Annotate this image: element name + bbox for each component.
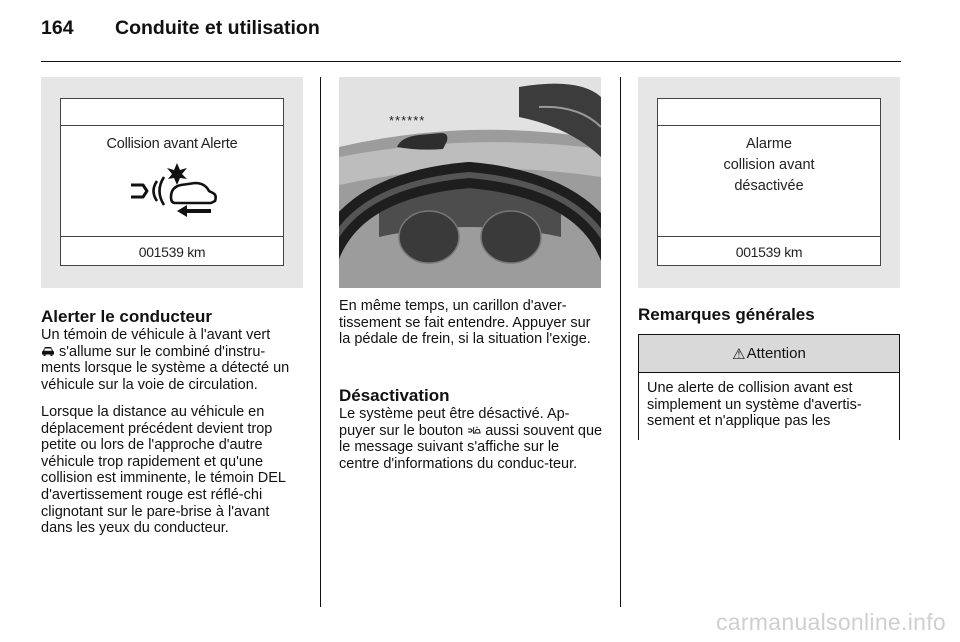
watermark: carmanualsonline.info xyxy=(715,609,946,635)
paragraph-alerter-1 xyxy=(41,327,303,393)
attention-header xyxy=(639,335,899,373)
heading-alerter: Alerter le conducteur xyxy=(41,307,212,326)
figure-alarm-disabled xyxy=(638,77,900,288)
para-text: Un témoin de véhicule à l'avant vert xyxy=(41,327,271,343)
attention-box xyxy=(638,334,900,440)
windshield-led-marks: ****** xyxy=(389,113,426,128)
page-number: 164 xyxy=(41,17,74,39)
collision-alert-button-icon xyxy=(467,424,481,435)
dic-screen-disabled xyxy=(657,98,881,266)
header-rule xyxy=(41,61,901,62)
alert-title: Collision avant Alerte xyxy=(106,136,238,152)
section-title: Conduite et utilisation xyxy=(115,17,320,39)
dic-screen xyxy=(60,98,284,266)
forward-collision-alert-icon xyxy=(125,161,225,219)
paragraph-alerter-2: Lorsque la distance au véhicule en déplacement précédent devient trop petite ou lors de l'approche d'autre véhicule trop rapidement et qu'une collision est imminente, le témoin DEL d'avertissement rouge est réflé-chi clignotant sur le pare-brise à l'avant dans les yeux du conducteur. xyxy=(41,404,286,537)
windshield-illustration xyxy=(339,77,601,288)
attention-text: Une alerte de collision avant est simplement un système d'avertis-sement et n'applique pas les xyxy=(647,380,862,430)
figure-windshield xyxy=(339,77,601,288)
para-text: Le système peut être désactivé. Ap-puyer sur le bouton xyxy=(339,406,570,439)
screen-bottom-bar xyxy=(658,236,880,237)
odometer-readout: 001539 km xyxy=(138,244,206,260)
para-text: s'allume sur le combiné d'instru- xyxy=(55,343,266,360)
disabled-line-3: désactivée xyxy=(734,178,804,194)
attention-label: Attention xyxy=(746,345,806,362)
odometer-readout: 001539 km xyxy=(735,244,803,260)
column-divider-2 xyxy=(620,77,621,607)
figure-collision-alert xyxy=(41,77,303,288)
para-text: ments lorsque le système a détecté un véhicule sur la voie de circulation. xyxy=(41,360,290,393)
vehicle-ahead-icon xyxy=(41,345,55,356)
screen-top-bar xyxy=(658,125,880,126)
paragraph-carillon: En même temps, un carillon d'aver-tissement se fait entendre. Appuyer sur la pédale de frein, si la situation l'exige. xyxy=(339,298,591,348)
paragraph-desactivation xyxy=(339,406,603,472)
page-header xyxy=(41,17,320,40)
column-divider-1 xyxy=(320,77,321,607)
heading-remarques: Remarques générales xyxy=(638,305,815,324)
disabled-line-2: collision avant xyxy=(723,157,815,173)
heading-desactivation: Désactivation xyxy=(339,386,450,405)
para-text: aussi souvent que le message suivant s'affiche sur le centre d'informations du conduc-teur. xyxy=(339,422,603,472)
screen-bottom-bar xyxy=(61,236,283,237)
warning-triangle-icon: ⚠ xyxy=(732,345,746,363)
disabled-line-1: Alarme xyxy=(746,136,792,152)
screen-top-bar xyxy=(61,125,283,126)
disabled-message xyxy=(658,134,880,197)
